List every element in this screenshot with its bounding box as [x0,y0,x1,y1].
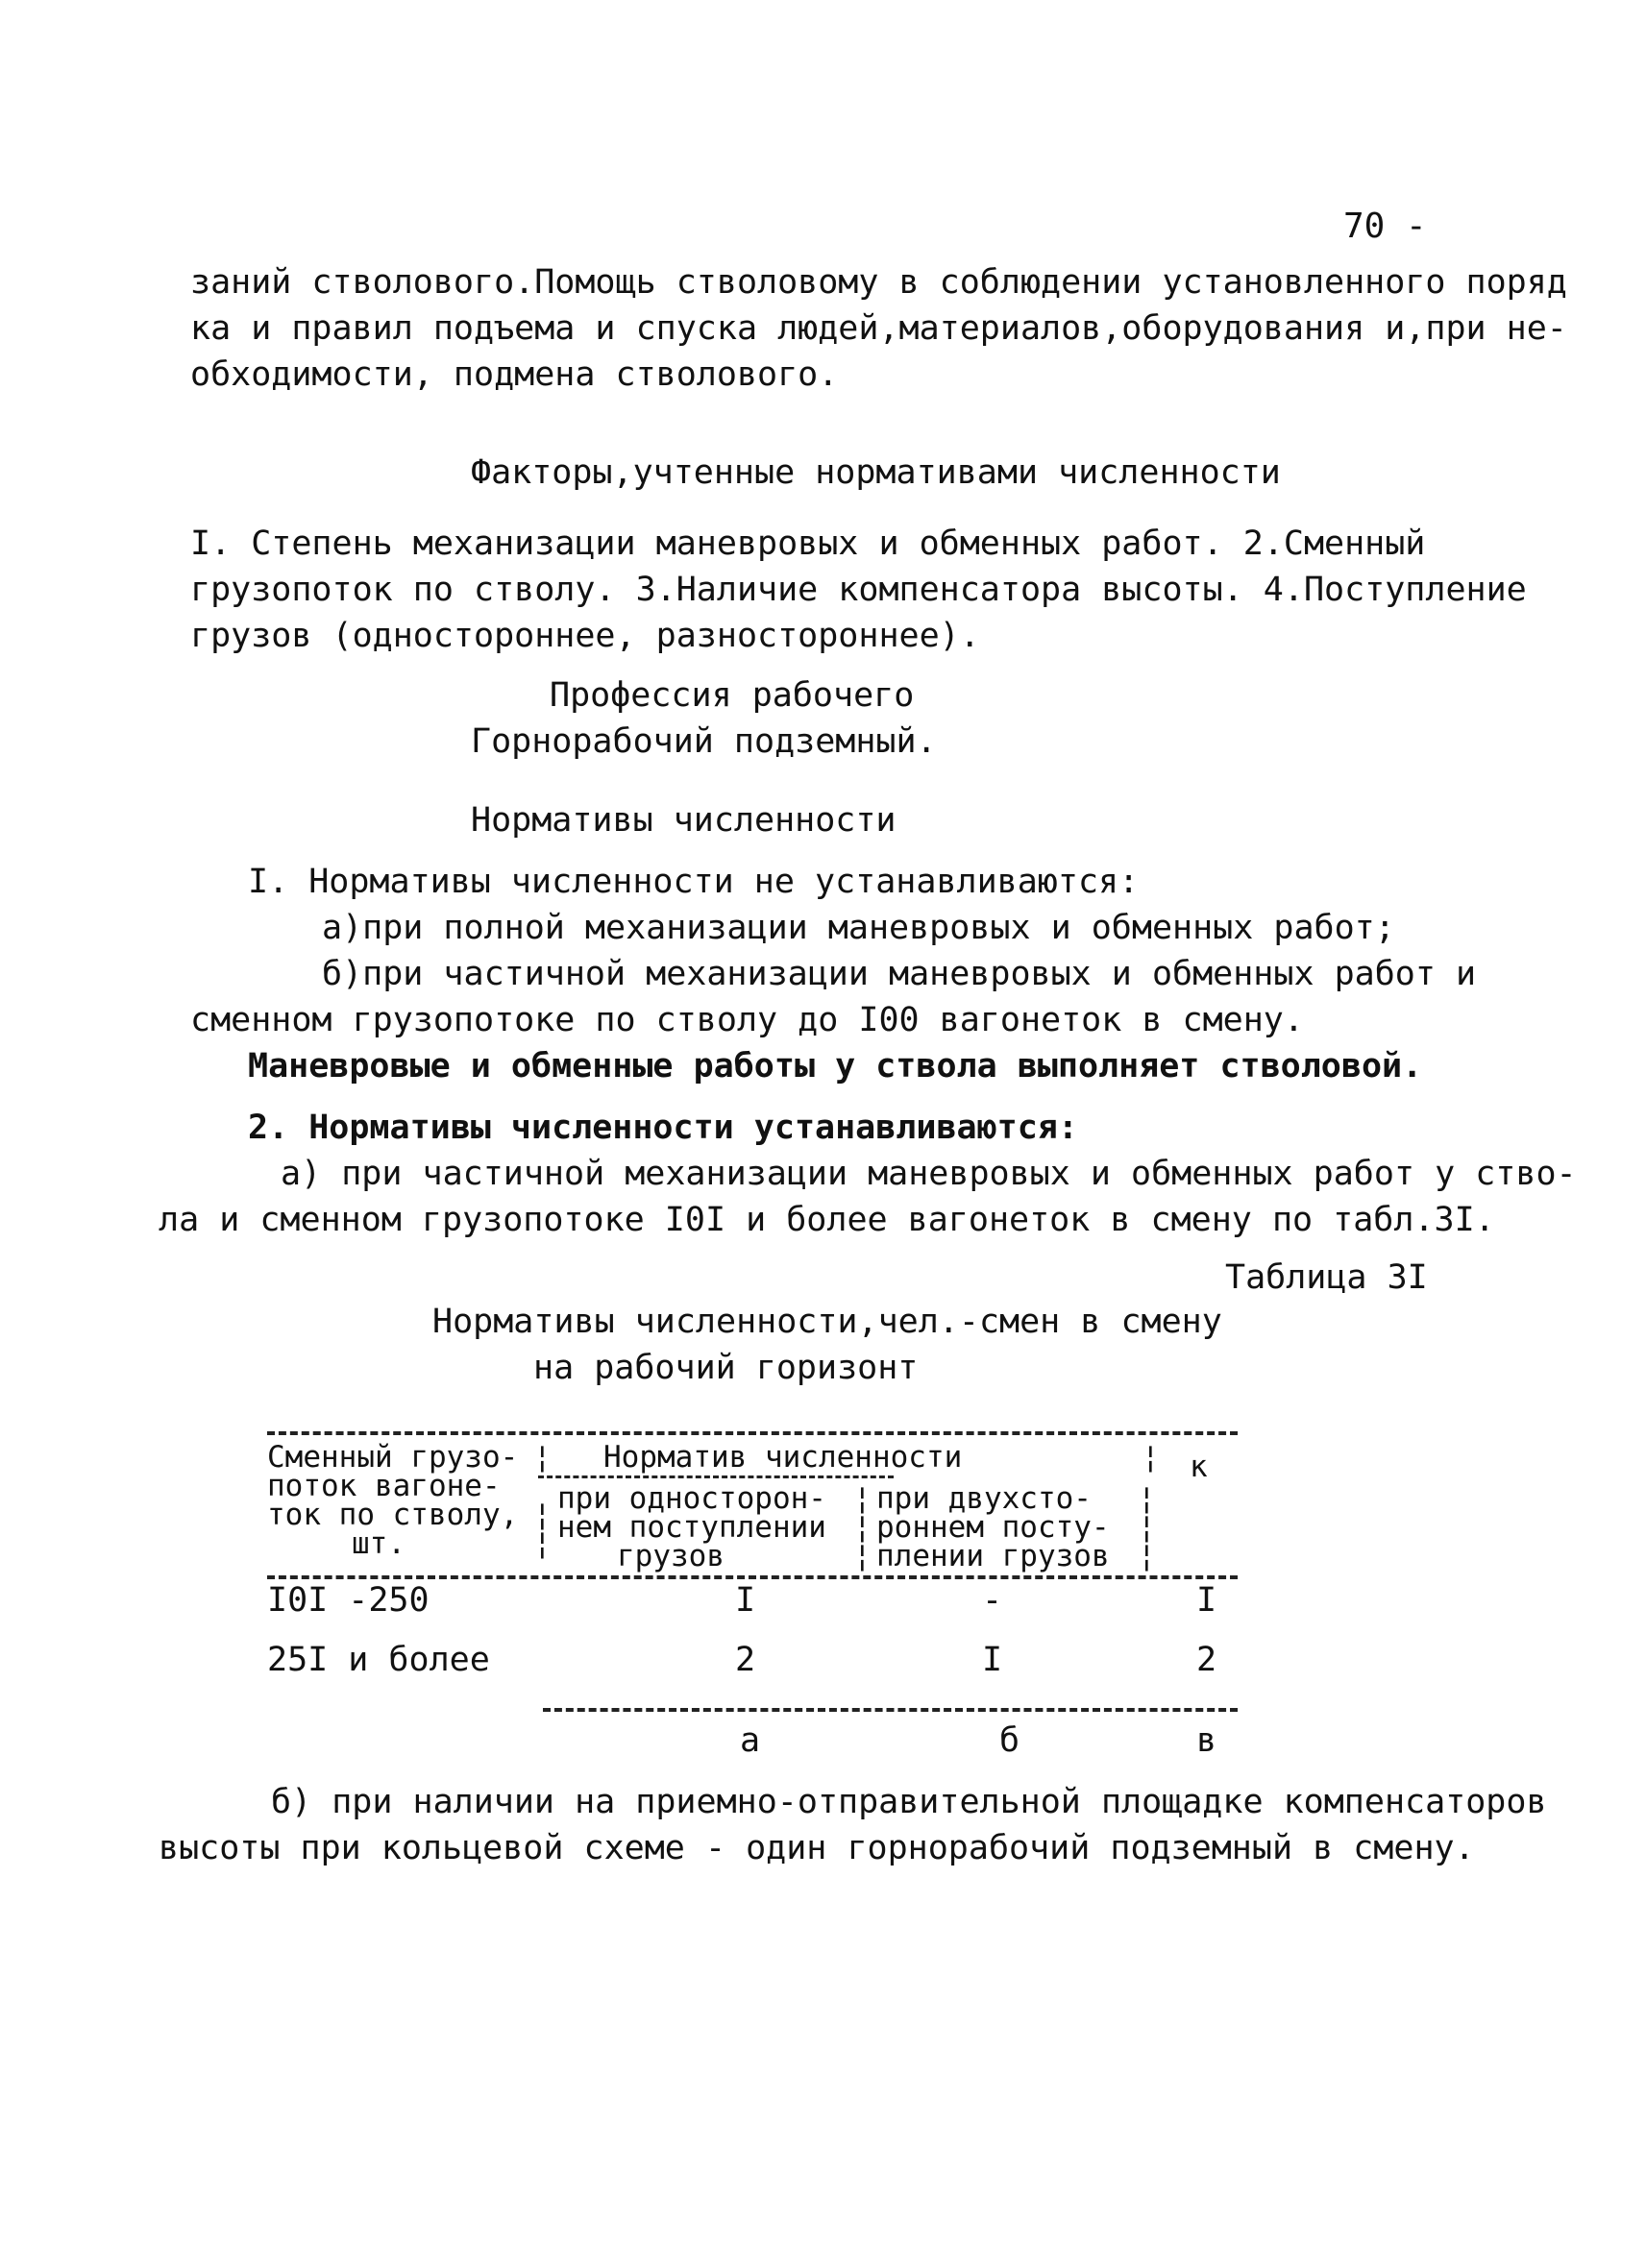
norms-heading: Нормативы численности [471,801,897,840]
table-top-rule [267,1431,1238,1435]
col1-header-line: ток по стволу, [267,1498,519,1532]
page-number: 70 - [1343,207,1427,246]
factors-paragraph [190,521,1527,659]
col1-header-line: поток вагоне- [267,1469,501,1503]
factors-line: грузов (одностороннее, разностороннее). [190,617,980,655]
col2-header [557,1481,826,1573]
col3-header-line: при двухсто- [876,1481,1092,1516]
col2-header-line: при односторон- [557,1481,826,1516]
intro-paragraph [190,259,1567,398]
table-footer-label: б [999,1721,1020,1760]
intro-line: заний стволового.Помощь стволовому в соблюдении установленного поряд [190,263,1567,302]
norms-item-2: 2. Нормативы численности устанавливаются: [248,1109,1078,1147]
factors-line: грузопоток по стволу. 3.Наличие компенсатора высоты. 4.Поступление [190,571,1527,609]
profession-name: Горнорабочий подземный. [471,722,937,761]
col2-header-line: грузов [617,1539,725,1573]
group-header-rule [538,1475,894,1478]
intro-line: обходимости, подмена стволового. [190,355,839,394]
table-cell-b: - [982,1581,1003,1620]
col3-header [876,1481,1110,1573]
norms-item-1-note: Маневровые и обменные работы у ствола выполняет стволовой. [248,1047,1423,1085]
col4-header: к [1190,1450,1208,1484]
col2-header-line: нем поступлении [557,1510,826,1545]
table-caption-line2: на рабочий горизонт [533,1349,919,1387]
table-caption: Нормативы численности,чел.-смен в смену [432,1303,1222,1341]
factors-line: I. Степень механизации маневровых и обменных работ. 2.Сменный [190,524,1426,563]
factors-heading: Факторы,учтенные нормативами численности [471,453,1281,492]
table-cell-range: 25I и более [267,1641,490,1679]
norms-item-1b-cont: сменном грузопотоке по стволу до I00 вагонеток в смену. [190,1001,1304,1039]
table-label: Таблица 3I [1225,1258,1428,1297]
table-cell-a: 2 [735,1641,756,1679]
table-cell-c: 2 [1196,1641,1217,1679]
norms-item-1b: б)при частичной механизации маневровых и обменных работ и [322,955,1477,993]
norms-item-1a: а)при полной механизации маневровых и обменных работ; [322,909,1395,947]
column-divider: ¦ ¦ ¦ [853,1481,872,1573]
table-cell-b: I [982,1641,1003,1679]
norms-item-2a-cont: ла и сменном грузопотоке I0I и более вагонеток в смену по табл.3I. [159,1201,1495,1239]
norms-item-1: I. Нормативы численности не устанавливаются: [248,863,1140,901]
col3-header-line: плении грузов [876,1539,1110,1573]
col1-header-line: шт. [352,1526,405,1561]
column-divider: ¦ ¦ ¦ [533,1440,552,1561]
table-bottom-rule [543,1708,1238,1712]
table-cell-c: I [1196,1581,1217,1620]
col1-header-line: Сменный грузо- [267,1440,519,1475]
intro-line: ка и правил подъема и спуска людей,материалов,оборудования и,при не- [190,309,1567,348]
column-divider: ¦ [1142,1440,1160,1475]
profession-title: Профессия рабочего [550,676,915,715]
table-cell-a: I [735,1581,756,1620]
col1-header [267,1440,519,1561]
col3-header-line: роннем посту- [876,1510,1110,1545]
column-divider: ¦ ¦ ¦ [1138,1481,1156,1573]
para-b-line2: высоты при кольцевой схеме - один горнорабочий подземный в смену. [159,1829,1475,1867]
norms-item-2a: а) при частичной механизации маневровых и обменных работ у ство- [281,1155,1577,1193]
group-header: Норматив численности [603,1440,963,1475]
table-cell-range: I0I -250 [267,1581,430,1620]
table-footer-label: а [740,1721,761,1760]
table-footer-label: в [1196,1721,1217,1760]
para-b-line1: б) при наличии на приемно-отправительной площадке компенсаторов [271,1783,1547,1821]
